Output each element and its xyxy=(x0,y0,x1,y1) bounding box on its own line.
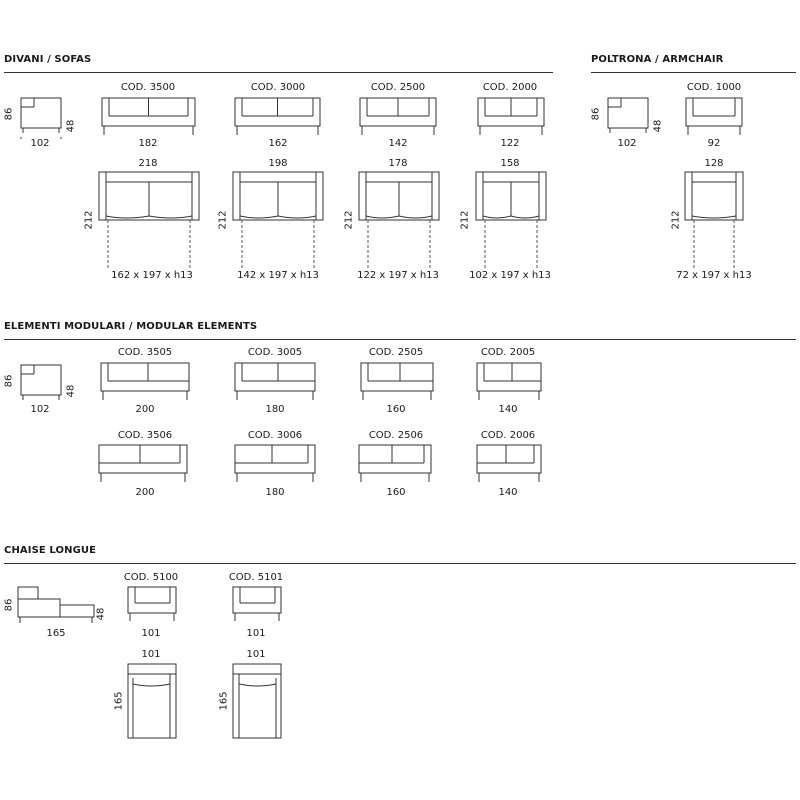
modular-3506-front-drawing xyxy=(97,444,189,484)
sofa-side-view-drawing xyxy=(18,95,66,139)
modular-2006-code: COD. 2006 xyxy=(480,430,536,441)
chaise-5100-front-drawing xyxy=(126,585,178,625)
sofa-side-seat-height: 48 xyxy=(65,119,77,133)
modular-2505-front-drawing xyxy=(359,362,435,402)
modular-2506-width: 160 xyxy=(386,487,406,498)
modular-side-seat-height: 48 xyxy=(65,384,77,398)
section-rule-modular xyxy=(4,339,796,340)
section-rule-armchair xyxy=(591,72,796,73)
chaise-side-view-drawing xyxy=(16,585,96,625)
sofa-2000-plan-drawing xyxy=(473,170,549,270)
modular-2505-width: 160 xyxy=(386,404,406,415)
modular-3506-width: 200 xyxy=(135,487,155,498)
armchair-1000-mattress-size: 72 x 197 x h13 xyxy=(676,270,752,281)
modular-2006-front-drawing xyxy=(475,444,543,484)
chaise-5101-plan-drawing xyxy=(231,662,283,742)
modular-2505-code: COD. 2505 xyxy=(368,347,424,358)
sofa-side-height: 86 xyxy=(3,107,15,121)
modular-3005-width: 180 xyxy=(265,404,285,415)
sofa-3000-plan-drawing xyxy=(230,170,326,270)
section-rule-chaise xyxy=(4,563,796,564)
sofa-2500-code: COD. 2500 xyxy=(370,82,426,93)
armchair-1000-plan-depth: 212 xyxy=(670,210,682,230)
sofa-2500-front-width: 142 xyxy=(388,138,408,149)
armchair-1000-front-width: 92 xyxy=(707,138,721,149)
sofa-3000-front-width: 162 xyxy=(268,138,288,149)
sofa-2500-mattress-size: 122 x 197 x h13 xyxy=(357,270,439,281)
chaise-5101-plan-depth: 165 xyxy=(218,691,230,711)
armchair-1000-plan-drawing xyxy=(682,170,746,270)
modular-2506-code: COD. 2506 xyxy=(368,430,424,441)
chaise-5100-plan-width: 101 xyxy=(141,649,161,660)
section-title-modular: ELEMENTI MODULARI / MODULAR ELEMENTS xyxy=(4,321,258,332)
modular-3006-front-drawing xyxy=(233,444,317,484)
modular-3006-code: COD. 3006 xyxy=(247,430,303,441)
sofa-3500-plan-depth: 212 xyxy=(83,210,95,230)
modular-2506-front-drawing xyxy=(357,444,433,484)
armchair-side-height: 86 xyxy=(590,107,602,121)
chaise-5100-code: COD. 5100 xyxy=(123,572,179,583)
section-rule-sofas xyxy=(4,72,553,73)
modular-2005-front-drawing xyxy=(475,362,543,402)
sofa-3500-plan-width: 218 xyxy=(138,158,158,169)
sofa-2000-plan-width: 158 xyxy=(500,158,520,169)
modular-side-view-drawing xyxy=(18,362,66,406)
modular-3005-front-drawing xyxy=(233,362,317,402)
chaise-side-depth: 165 xyxy=(46,628,66,639)
armchair-1000-code: COD. 1000 xyxy=(686,82,742,93)
sofa-3500-front-drawing xyxy=(100,97,197,137)
sofa-2500-plan-width: 178 xyxy=(388,158,408,169)
armchair-1000-front-drawing xyxy=(684,97,744,137)
armchair-side-view-drawing xyxy=(605,95,653,139)
chaise-5101-code: COD. 5101 xyxy=(228,572,284,583)
sofa-3500-front-width: 182 xyxy=(138,138,158,149)
armchair-side-seat-height: 48 xyxy=(652,119,664,133)
section-title-sofas: DIVANI / SOFAS xyxy=(4,54,92,65)
sofa-3500-plan-drawing xyxy=(96,170,202,270)
chaise-5101-plan-width: 101 xyxy=(246,649,266,660)
sofa-2000-mattress-size: 102 x 197 x h13 xyxy=(469,270,551,281)
modular-side-height: 86 xyxy=(3,374,15,388)
section-title-chaise: CHAISE LONGUE xyxy=(4,545,97,556)
sofa-2500-plan-drawing xyxy=(356,170,442,270)
sofa-3500-code: COD. 3500 xyxy=(120,82,176,93)
sofa-2500-plan-depth: 212 xyxy=(343,210,355,230)
modular-side-depth: 102 xyxy=(30,404,50,415)
modular-3505-width: 200 xyxy=(135,404,155,415)
section-title-armchair: POLTRONA / ARMCHAIR xyxy=(591,54,724,65)
modular-2006-width: 140 xyxy=(498,487,518,498)
sofa-side-depth: 102 xyxy=(30,138,50,149)
chaise-side-seat-height: 48 xyxy=(95,607,107,621)
chaise-5100-plan-depth: 165 xyxy=(113,691,125,711)
modular-3006-width: 180 xyxy=(265,487,285,498)
sofa-3000-code: COD. 3000 xyxy=(250,82,306,93)
chaise-5100-front-width: 101 xyxy=(141,628,161,639)
modular-2005-width: 140 xyxy=(498,404,518,415)
sofa-3000-front-drawing xyxy=(233,97,322,137)
modular-3505-code: COD. 3505 xyxy=(117,347,173,358)
modular-3005-code: COD. 3005 xyxy=(247,347,303,358)
sofa-2000-code: COD. 2000 xyxy=(482,82,538,93)
sofa-2000-front-drawing xyxy=(476,97,546,137)
sofa-3000-mattress-size: 142 x 197 x h13 xyxy=(237,270,319,281)
modular-3506-code: COD. 3506 xyxy=(117,430,173,441)
chaise-5100-plan-drawing xyxy=(126,662,178,742)
sofa-3500-mattress-size: 162 x 197 x h13 xyxy=(111,270,193,281)
chaise-5101-front-width: 101 xyxy=(246,628,266,639)
sofa-2000-front-width: 122 xyxy=(500,138,520,149)
modular-3505-front-drawing xyxy=(99,362,191,402)
sofa-3000-plan-width: 198 xyxy=(268,158,288,169)
chaise-5101-front-drawing xyxy=(231,585,283,625)
sofa-2500-front-drawing xyxy=(358,97,438,137)
sofa-2000-plan-depth: 212 xyxy=(459,210,471,230)
armchair-side-depth: 102 xyxy=(617,138,637,149)
sofa-3000-plan-depth: 212 xyxy=(217,210,229,230)
armchair-1000-plan-width: 128 xyxy=(704,158,724,169)
chaise-side-height: 86 xyxy=(3,598,15,612)
modular-2005-code: COD. 2005 xyxy=(480,347,536,358)
